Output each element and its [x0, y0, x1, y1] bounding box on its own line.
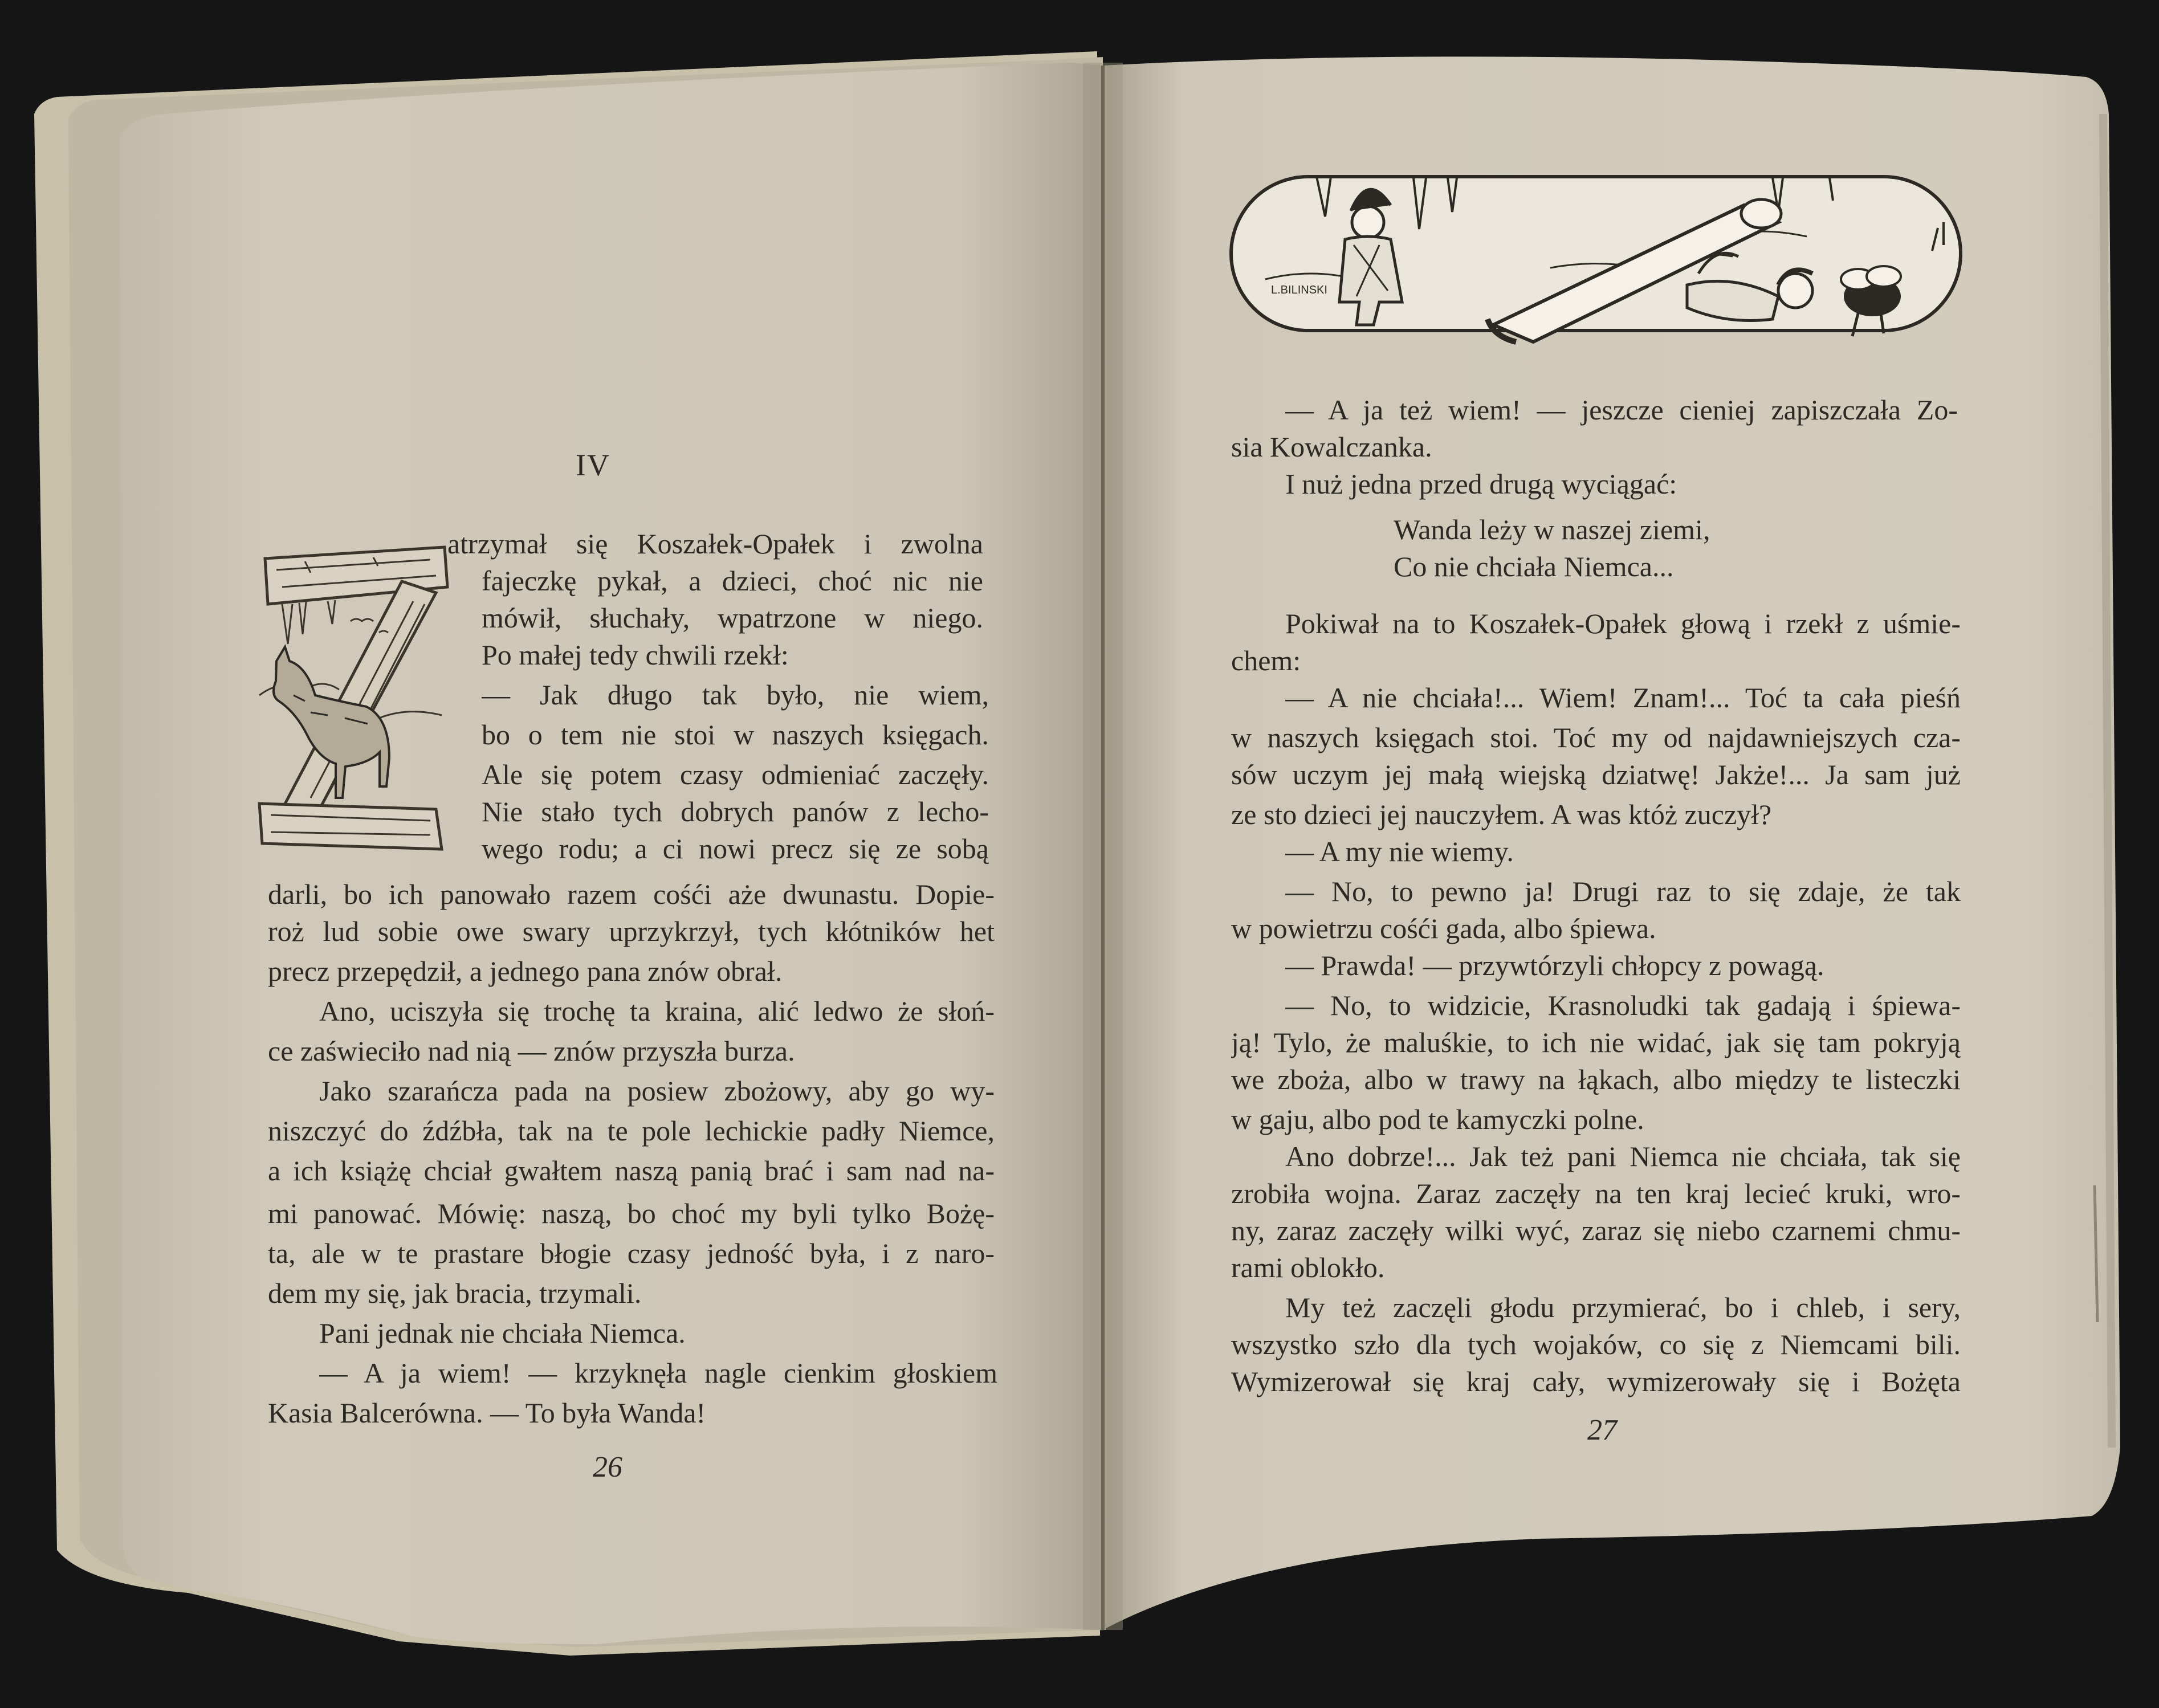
- text-line: Wymizerował się kraj cały, wymizerowały się i Bożęta: [1231, 1365, 1961, 1397]
- text-line: sia Kowalczanka.: [1231, 431, 1432, 463]
- text-line: zrobiła wojna. Zaraz zaczęły na ten kraj lecieć kruki, wro-: [1231, 1177, 1961, 1209]
- text-line: sów uczym jej małą wiejską dziatwę! Jakże!... Ja sam już: [1231, 759, 1961, 790]
- text-line: — No, to widzicie, Krasnoludki tak gadają i śpiewa-: [1285, 989, 1961, 1021]
- text-line: — Prawda! — przywtórzyli chłopcy z powagą.: [1285, 949, 1824, 981]
- text-line: roż lud sobie owe swary uprzykrzył, tych kłótników het: [268, 915, 995, 947]
- text-line: Co nie chciała Niemca...: [1394, 551, 1674, 582]
- text-line: ją! Tylo, że maluśkie, to ich nie widać, jak się tam pokryją: [1231, 1026, 1961, 1058]
- text-line: wszystko szło dla tych wojaków, co się z Niemcami bili.: [1231, 1328, 1961, 1360]
- text-line: ze sto dzieci jej nauczyłem. A was któż zuczył?: [1231, 798, 1772, 830]
- text-line: ny, zaraz zaczęły wilki wyć, zaraz się niebo czarnemi chmu-: [1231, 1214, 1961, 1246]
- text-line: — Jak długo tak było, nie wiem,: [482, 679, 989, 711]
- text-line: w powietrzu cośći gada, albo śpiewa.: [1231, 912, 1656, 944]
- text-line: — A ja też wiem! — jeszcze cieniej zapiszczała Zo-: [1285, 394, 1958, 426]
- text-line: Ano dobrze!... Jak też pani Niemca nie chciała, tak się: [1285, 1140, 1961, 1172]
- text-line: w naszych księgach stoi. Toć my od najdawniejszych cza-: [1231, 721, 1961, 753]
- page-number-right: 27: [1587, 1414, 1617, 1446]
- text-line: bo o tem nie stoi w naszych księgach.: [482, 719, 989, 751]
- text-line: Kasia Balcerówna. — To była Wanda!: [268, 1397, 706, 1429]
- text-line: Wanda leży w naszej ziemi,: [1394, 513, 1710, 545]
- text-line: — A ja wiem! — krzyknęła nagle cienkim głoskiem: [319, 1357, 997, 1389]
- page-number-left: 26: [593, 1451, 622, 1483]
- text-line: mi panować. Mówię: naszą, bo choć my byli tylko Bożę-: [268, 1197, 995, 1229]
- text-line: fajeczkę pykał, a dzieci, choć nic nie: [482, 565, 983, 597]
- text-line: Ale się potem czasy odmieniać zaczęły.: [482, 759, 989, 790]
- text-line: — A my nie wiemy.: [1285, 835, 1514, 867]
- text-line: a ich książę chciał gwałtem naszą panią brać i sam nad na-: [268, 1155, 995, 1187]
- text-line: chem:: [1231, 645, 1301, 676]
- text-line: wego rodu; a ci nowi precz się ze sobą: [482, 833, 989, 865]
- text-line: ce zaświeciło nad nią — znów przyszła burza.: [268, 1035, 795, 1067]
- text-line: precz przepędził, a jednego pana znów obrał.: [268, 955, 783, 987]
- text-line: — No, to pewno ja! Drugi raz to się zdaje, że tak: [1285, 875, 1961, 907]
- text-line: Nie stało tych dobrych panów z lecho-: [482, 796, 989, 827]
- text-line: we zboża, albo w trawy na łąkach, albo między te listeczki: [1231, 1063, 1961, 1095]
- text-line: Jako szarańcza pada na posiew zbożowy, aby go wy-: [319, 1075, 995, 1107]
- text-line: ta, ale w te prastare błogie czasy jedność była, i z naro-: [268, 1237, 995, 1269]
- text-line: rami oblokło.: [1231, 1252, 1385, 1283]
- text-line: darli, bo ich panowało razem cośći aże dwunastu. Dopie-: [268, 878, 995, 910]
- chapter-heading: IV: [576, 448, 610, 482]
- text-line: dem my się, jak bracia, trzymali.: [268, 1277, 642, 1309]
- text-line: niszczyć do źdźbła, tak na te pole lechickie padły Niemce,: [268, 1115, 995, 1147]
- text-line: Po małej tedy chwili rzekł:: [482, 639, 789, 671]
- text-line: I nuż jedna przed drugą wyciągać:: [1285, 468, 1677, 500]
- text-line: atrzymał się Koszałek-Opałek i zwolna: [447, 528, 983, 560]
- text-line: Ano, uciszyła się trochę ta kraina, alić ledwo że słoń-: [319, 995, 995, 1027]
- text-line: My też zaczęli głodu przymierać, bo i chleb, i sery,: [1285, 1291, 1961, 1323]
- text-line: Pani jednak nie chciała Niemca.: [319, 1317, 686, 1349]
- text-line: — A nie chciała!... Wiem! Znam!... Toć ta cała pieśń: [1285, 682, 1961, 714]
- text-line: Pokiwał na to Koszałek-Opałek głową i rzekł z uśmie-: [1285, 608, 1961, 639]
- illustration-signature: L.BILINSKI: [1271, 284, 1327, 296]
- text-line: w gaju, albo pod te kamyczki polne.: [1231, 1103, 1644, 1135]
- text-line: mówił, słuchały, wpatrzone w niego.: [482, 602, 983, 634]
